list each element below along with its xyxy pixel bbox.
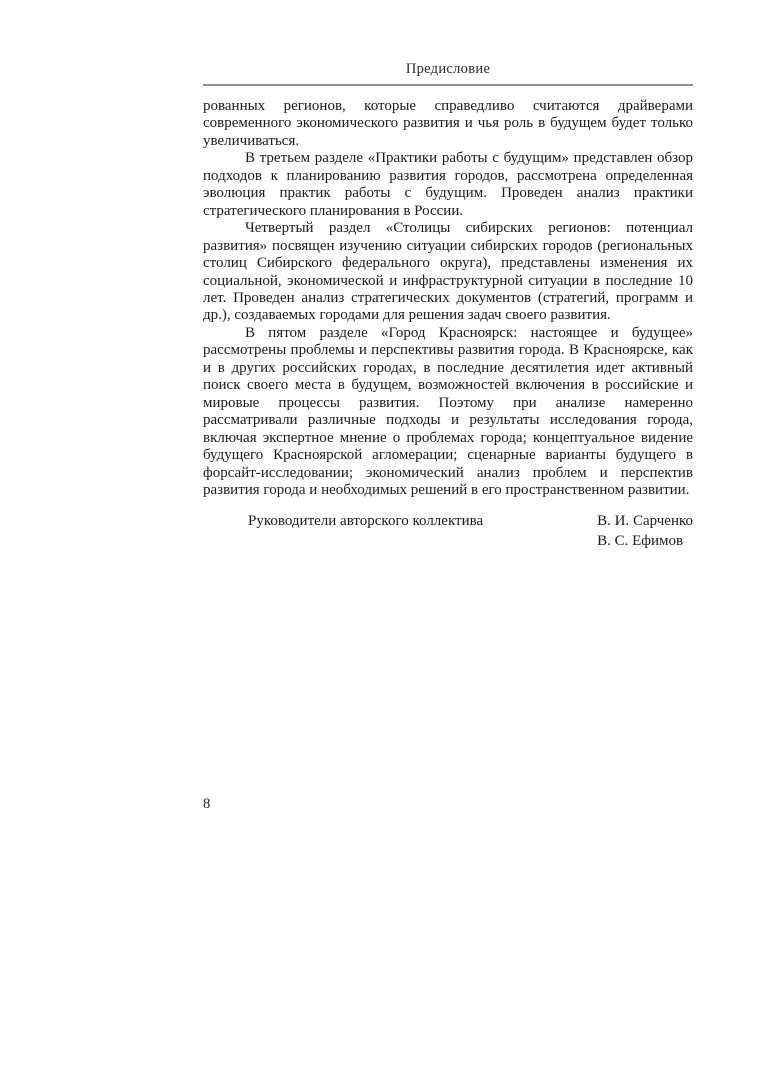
signature-names — [597, 511, 693, 551]
body-text-column — [203, 98, 693, 551]
paragraph-fifth-section: В пятом разделе «Город Красноярск: настоящее и будущее» рассмотрены проблемы и перспективы развития города. В Красноярске, как и в других российских городах, в последние десятилетия идет активный поиск своего места в будущем, возможностей включения в российские и мировые процессы развития. Поэтому при анализе намеренно рассматривали различные подходы и результаты исследования города, включая экспертное мнение о проблемах города; концептуальное видение будущего Красноярской агломерации; сценарные варианты будущего в форсайт-исследовании; экономический анализ проблем и перспектив развития города и необходимых решений в его пространственном развитии. — [203, 324, 693, 498]
paragraph-continuation: рованных регионов, которые справедливо считаются драйверами современного экономического развития и чья роль в будущем будет только увеличиваться. — [203, 98, 693, 149]
signature-name-1: В. И. Сарченко — [597, 513, 693, 530]
paragraph-fourth-section: Четвертый раздел «Столицы сибирских регионов: потенциал развития» посвящен изучению ситуации сибирских городов (региональных столиц Сибирского федерального округа), представлены изменения их социальной, экономической и инфраструктурной ситуации в последние 10 лет. Проведен анализ стратегических документов (стратегий, программ и др.), создаваемых городами для решения задач своего развития. — [203, 220, 693, 324]
signature-label: Руководители авторского коллектива — [248, 513, 484, 530]
signature-block — [203, 511, 693, 551]
paragraph-third-section: В третьем разделе «Практики работы с будущим» представлен обзор подходов к планированию развития городов, рассмотрена определенная эволюция практик работы с будущим. Проведен анализ практики стратегического планирования в России. — [203, 150, 693, 219]
running-header — [203, 61, 693, 86]
running-header-title: Предисловие — [405, 61, 491, 77]
page-number: 8 — [203, 796, 211, 812]
signature-name-2: В. С. Ефимов — [597, 533, 684, 550]
